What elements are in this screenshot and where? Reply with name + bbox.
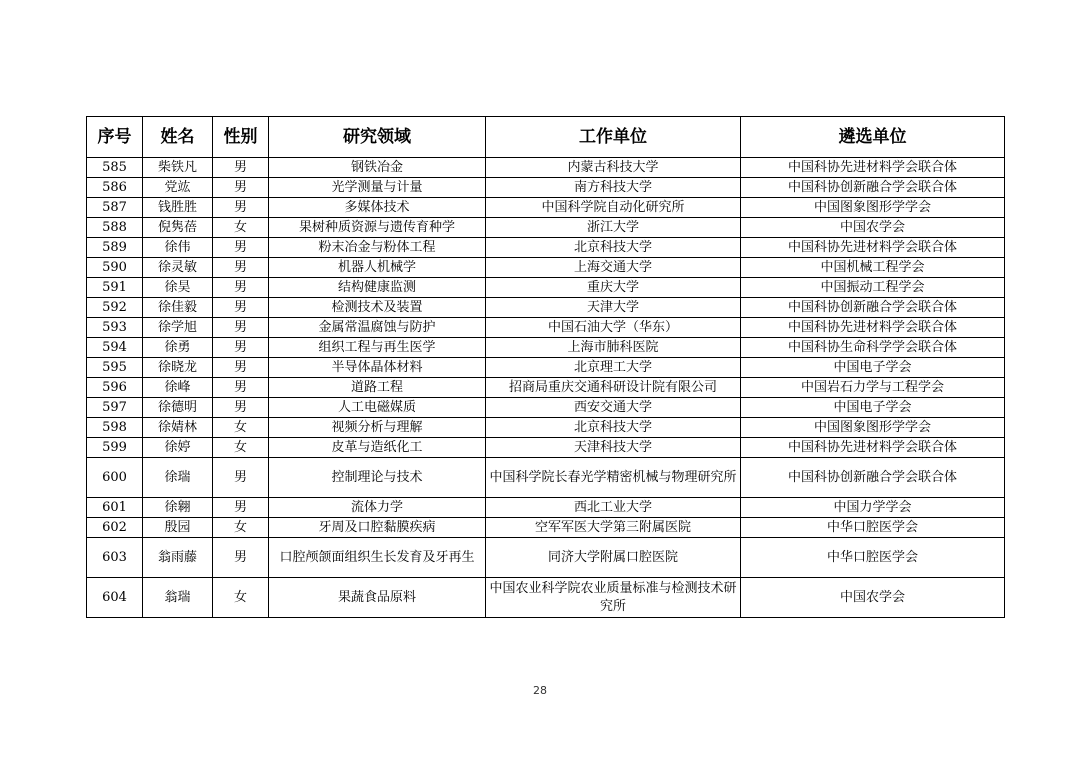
cell-nominator: 中国力学学会	[741, 498, 1005, 518]
table-row	[87, 458, 1005, 498]
cell-index: 598	[87, 418, 143, 438]
cell-employer: 上海交通大学	[486, 258, 741, 278]
cell-field: 控制理论与技术	[269, 458, 486, 498]
cell-gender: 女	[213, 218, 269, 238]
cell-employer: 重庆大学	[486, 278, 741, 298]
cell-nominator: 中国农学会	[741, 578, 1005, 618]
cell-name: 倪隽蓓	[143, 218, 213, 238]
cell-nominator: 中国电子学会	[741, 398, 1005, 418]
cell-gender: 男	[213, 258, 269, 278]
cell-gender: 女	[213, 438, 269, 458]
cell-name: 徐佳毅	[143, 298, 213, 318]
cell-employer: 上海市肺科医院	[486, 338, 741, 358]
cell-nominator: 中国农学会	[741, 218, 1005, 238]
table-row	[87, 198, 1005, 218]
header-employer: 工作单位	[486, 117, 741, 158]
scientist-roster-table	[86, 116, 1005, 618]
cell-employer: 招商局重庆交通科研设计院有限公司	[486, 378, 741, 398]
cell-gender: 女	[213, 518, 269, 538]
cell-employer: 浙江大学	[486, 218, 741, 238]
cell-nominator: 中国电子学会	[741, 358, 1005, 378]
cell-field: 道路工程	[269, 378, 486, 398]
cell-employer: 中国农业科学院农业质量标准与检测技术研究所	[486, 578, 741, 618]
cell-nominator: 中华口腔医学会	[741, 538, 1005, 578]
cell-index: 594	[87, 338, 143, 358]
cell-employer: 中国石油大学（华东）	[486, 318, 741, 338]
cell-name: 徐学旭	[143, 318, 213, 338]
table-body	[87, 158, 1005, 618]
cell-gender: 男	[213, 538, 269, 578]
cell-field: 多媒体技术	[269, 198, 486, 218]
cell-field: 金属常温腐蚀与防护	[269, 318, 486, 338]
cell-field: 组织工程与再生医学	[269, 338, 486, 358]
cell-employer: 北京科技大学	[486, 418, 741, 438]
cell-gender: 男	[213, 318, 269, 338]
cell-name: 徐婷	[143, 438, 213, 458]
cell-field: 牙周及口腔黏膜疾病	[269, 518, 486, 538]
cell-index: 590	[87, 258, 143, 278]
table-row	[87, 338, 1005, 358]
cell-index: 597	[87, 398, 143, 418]
cell-nominator: 中国科协生命科学学会联合体	[741, 338, 1005, 358]
cell-name: 翁雨藤	[143, 538, 213, 578]
cell-index: 596	[87, 378, 143, 398]
cell-nominator: 中国科协创新融合学会联合体	[741, 458, 1005, 498]
table-row	[87, 258, 1005, 278]
table-row	[87, 578, 1005, 618]
cell-field: 皮革与造纸化工	[269, 438, 486, 458]
cell-field: 视频分析与理解	[269, 418, 486, 438]
cell-nominator: 中国岩石力学与工程学会	[741, 378, 1005, 398]
cell-field: 机器人机械学	[269, 258, 486, 278]
cell-nominator: 中国科协创新融合学会联合体	[741, 298, 1005, 318]
table-row	[87, 398, 1005, 418]
header-nominator: 遴选单位	[741, 117, 1005, 158]
cell-field: 检测技术及装置	[269, 298, 486, 318]
table-row	[87, 318, 1005, 338]
cell-employer: 北京理工大学	[486, 358, 741, 378]
cell-name: 殷园	[143, 518, 213, 538]
cell-gender: 男	[213, 338, 269, 358]
cell-index: 603	[87, 538, 143, 578]
cell-index: 585	[87, 158, 143, 178]
cell-nominator: 中国振动工程学会	[741, 278, 1005, 298]
cell-index: 595	[87, 358, 143, 378]
cell-field: 光学测量与计量	[269, 178, 486, 198]
cell-gender: 男	[213, 178, 269, 198]
cell-index: 591	[87, 278, 143, 298]
cell-field: 果树种质资源与遗传育种学	[269, 218, 486, 238]
table-header-row	[87, 117, 1005, 158]
cell-employer: 同济大学附属口腔医院	[486, 538, 741, 578]
cell-nominator: 中国机械工程学会	[741, 258, 1005, 278]
cell-index: 586	[87, 178, 143, 198]
cell-name: 翁瑞	[143, 578, 213, 618]
table-row	[87, 358, 1005, 378]
cell-gender: 男	[213, 158, 269, 178]
cell-index: 604	[87, 578, 143, 618]
cell-nominator: 中国科协先进材料学会联合体	[741, 238, 1005, 258]
cell-index: 588	[87, 218, 143, 238]
cell-field: 口腔颅颌面组织生长发育及牙再生	[269, 538, 486, 578]
cell-nominator: 中国科协先进材料学会联合体	[741, 318, 1005, 338]
cell-gender: 男	[213, 378, 269, 398]
cell-gender: 男	[213, 498, 269, 518]
cell-name: 徐峰	[143, 378, 213, 398]
cell-index: 589	[87, 238, 143, 258]
cell-index: 593	[87, 318, 143, 338]
cell-field: 流体力学	[269, 498, 486, 518]
cell-employer: 北京科技大学	[486, 238, 741, 258]
cell-index: 592	[87, 298, 143, 318]
cell-index: 600	[87, 458, 143, 498]
cell-nominator: 中国图象图形学学会	[741, 418, 1005, 438]
cell-employer: 天津大学	[486, 298, 741, 318]
cell-name: 徐瑞	[143, 458, 213, 498]
table-row	[87, 158, 1005, 178]
cell-nominator: 中国科协先进材料学会联合体	[741, 438, 1005, 458]
cell-name: 徐勇	[143, 338, 213, 358]
table-row	[87, 178, 1005, 198]
cell-employer: 天津科技大学	[486, 438, 741, 458]
header-name: 姓名	[143, 117, 213, 158]
cell-gender: 男	[213, 458, 269, 498]
cell-nominator: 中国科协先进材料学会联合体	[741, 158, 1005, 178]
cell-field: 结构健康监测	[269, 278, 486, 298]
cell-gender: 男	[213, 238, 269, 258]
page-number: 28	[533, 684, 547, 697]
cell-gender: 男	[213, 358, 269, 378]
cell-employer: 中国科学院长春光学精密机械与物理研究所	[486, 458, 741, 498]
cell-gender: 男	[213, 298, 269, 318]
cell-employer: 南方科技大学	[486, 178, 741, 198]
cell-name: 徐灵敏	[143, 258, 213, 278]
table-row	[87, 218, 1005, 238]
cell-name: 徐德明	[143, 398, 213, 418]
cell-employer: 内蒙古科技大学	[486, 158, 741, 178]
cell-name: 钱胜胜	[143, 198, 213, 218]
cell-name: 柴铁凡	[143, 158, 213, 178]
cell-employer: 西北工业大学	[486, 498, 741, 518]
cell-name: 徐昊	[143, 278, 213, 298]
table-row	[87, 418, 1005, 438]
cell-index: 599	[87, 438, 143, 458]
cell-name: 徐婧林	[143, 418, 213, 438]
cell-employer: 西安交通大学	[486, 398, 741, 418]
table-row	[87, 438, 1005, 458]
cell-field: 钢铁冶金	[269, 158, 486, 178]
header-index: 序号	[87, 117, 143, 158]
table-row	[87, 378, 1005, 398]
cell-name: 徐晓龙	[143, 358, 213, 378]
table-row	[87, 298, 1005, 318]
cell-name: 徐翱	[143, 498, 213, 518]
cell-nominator: 中国科协创新融合学会联合体	[741, 178, 1005, 198]
cell-gender: 男	[213, 278, 269, 298]
cell-name: 党竑	[143, 178, 213, 198]
cell-gender: 男	[213, 198, 269, 218]
cell-employer: 中国科学院自动化研究所	[486, 198, 741, 218]
table-row	[87, 538, 1005, 578]
cell-field: 人工电磁媒质	[269, 398, 486, 418]
cell-field: 果蔬食品原料	[269, 578, 486, 618]
cell-index: 587	[87, 198, 143, 218]
header-field: 研究领域	[269, 117, 486, 158]
cell-gender: 女	[213, 578, 269, 618]
cell-gender: 男	[213, 398, 269, 418]
cell-nominator: 中国图象图形学学会	[741, 198, 1005, 218]
cell-field: 半导体晶体材料	[269, 358, 486, 378]
table-row	[87, 518, 1005, 538]
cell-gender: 女	[213, 418, 269, 438]
cell-name: 徐伟	[143, 238, 213, 258]
cell-field: 粉末冶金与粉体工程	[269, 238, 486, 258]
table-row	[87, 238, 1005, 258]
header-gender: 性别	[213, 117, 269, 158]
cell-index: 602	[87, 518, 143, 538]
table-row	[87, 498, 1005, 518]
table-row	[87, 278, 1005, 298]
cell-nominator: 中华口腔医学会	[741, 518, 1005, 538]
cell-index: 601	[87, 498, 143, 518]
cell-employer: 空军军医大学第三附属医院	[486, 518, 741, 538]
